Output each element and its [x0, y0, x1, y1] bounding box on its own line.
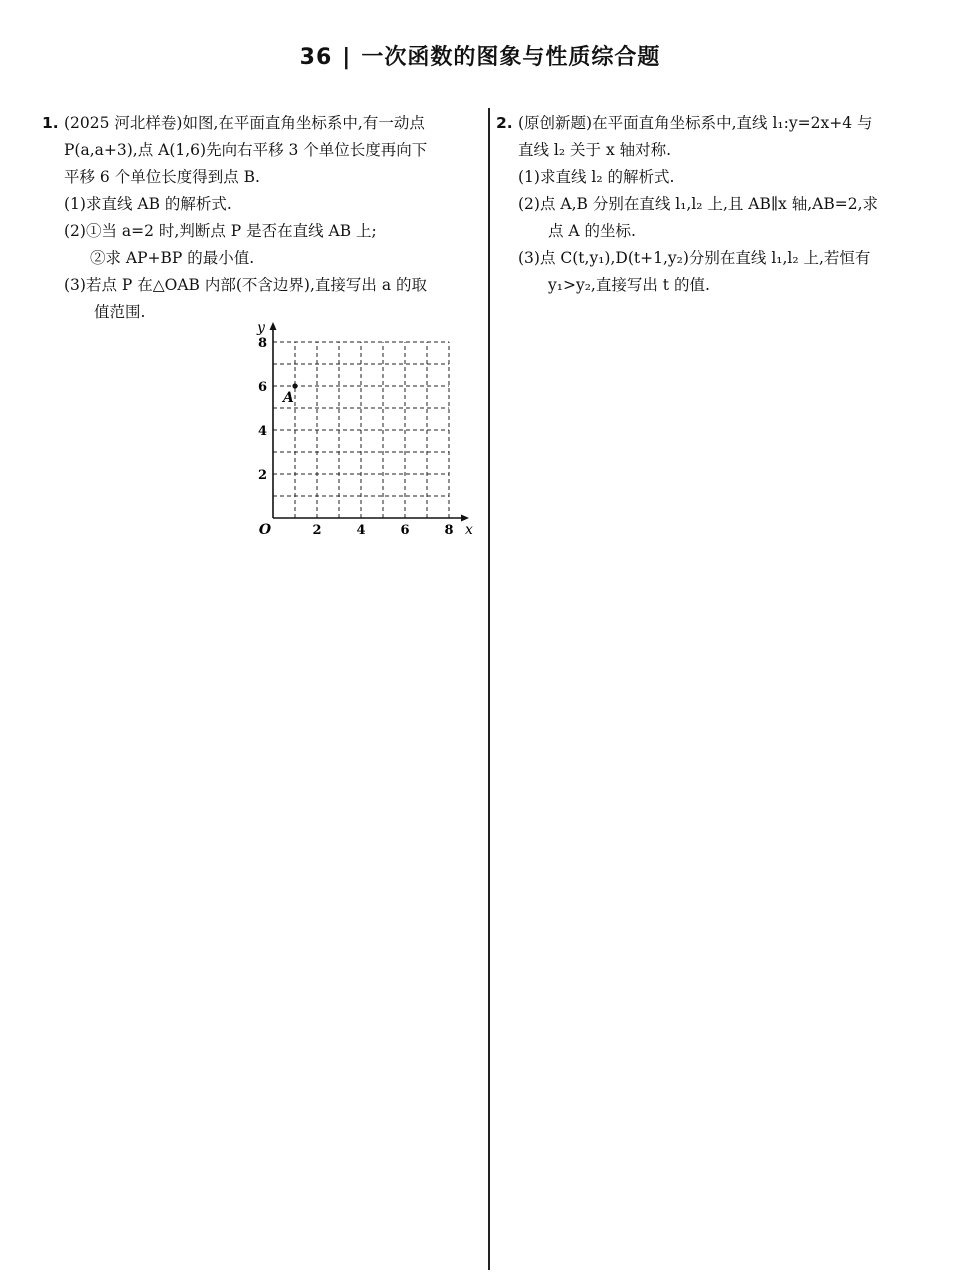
x-axis-arrow-icon	[461, 515, 469, 522]
question-2-part-2a: (2)点 A,B 分别在直线 l₁,l₂ 上,且 AB∥x 轴,AB=2,求	[518, 195, 878, 213]
question-2-part-1: (1)求直线 l₂ 的解析式.	[518, 168, 675, 186]
y-tick-label: 2	[257, 468, 267, 483]
y-axis-arrow-icon	[270, 322, 277, 330]
question-1-part-1: (1)求直线 AB 的解析式.	[64, 195, 232, 213]
y-tick-label: 8	[257, 336, 267, 351]
question-1-number: 1.	[42, 114, 59, 132]
question-2-part-2b: 点 A 的坐标.	[548, 222, 636, 240]
question-1	[42, 110, 482, 326]
x-axis-label: x	[465, 522, 473, 537]
question-1-part-2a: (2)①当 a=2 时,判断点 P 是否在直线 AB 上;	[64, 222, 377, 240]
question-2-line-1	[518, 110, 926, 137]
point-a-marker	[292, 383, 297, 388]
question-1-part-2b: ②求 AP+BP 的最小值.	[90, 249, 255, 267]
title-separator: |	[342, 45, 352, 70]
question-1-part-3a: (3)若点 P 在△OAB 内部(不含边界),直接写出 a 的取	[64, 276, 427, 294]
question-1-line-2: P(a,a+3),点 A(1,6)先向右平移 3 个单位长度再向下	[64, 141, 428, 159]
page-title	[0, 40, 960, 71]
y-axis-label: y	[257, 320, 265, 336]
question-2-number: 2.	[496, 114, 513, 132]
question-1-source: (2025 河北样卷)	[64, 114, 183, 132]
question-2	[496, 110, 926, 299]
question-1-line-3: 平移 6 个单位长度得到点 B.	[64, 168, 260, 186]
y-tick-label: 6	[257, 380, 267, 395]
question-2-stem: 在平面直角坐标系中,直线 l₁:y=2x+4 与	[592, 114, 873, 132]
origin-label: O	[258, 522, 272, 537]
y-tick-label: 4	[257, 424, 267, 439]
point-a-label: A	[283, 390, 294, 406]
x-tick-label: 4	[356, 523, 366, 537]
coordinate-grid-figure	[255, 312, 485, 541]
question-2-part-3b: y₁>y₂,直接写出 t 的值.	[548, 276, 710, 294]
x-tick-label: 8	[444, 523, 454, 537]
question-2-source: (原创新题)	[518, 114, 593, 132]
x-tick-label: 6	[400, 523, 410, 537]
column-divider	[488, 108, 490, 1270]
question-1-stem: 如图,在平面直角坐标系中,有一动点	[182, 114, 425, 132]
question-1-line-1	[64, 110, 482, 137]
x-tick-label: 2	[312, 523, 322, 537]
question-2-part-3a: (3)点 C(t,y₁),D(t+1,y₂)分别在直线 l₁,l₂ 上,若恒有	[518, 249, 871, 267]
coordinate-grid-svg	[255, 312, 485, 537]
chapter-title: 一次函数的图象与性质综合题	[361, 45, 661, 70]
chapter-number: 36	[299, 45, 333, 70]
question-2-line-2: 直线 l₂ 关于 x 轴对称.	[518, 141, 672, 159]
question-1-part-3b: 值范围.	[94, 303, 146, 321]
